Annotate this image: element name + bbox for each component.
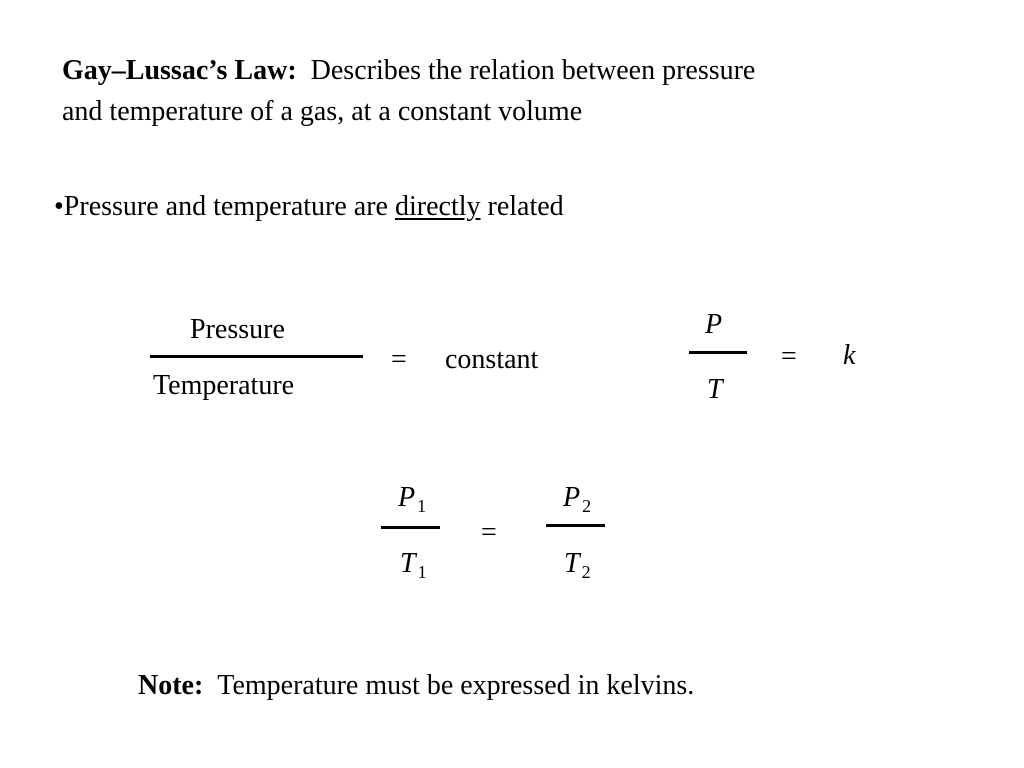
bullet-point [54,187,564,227]
definition-block [62,50,755,132]
eq2-numerator: P [705,309,723,340]
eq1-rhs: constant [445,344,539,375]
eq3-right-fraction-bar [546,524,605,527]
bullet-suffix: related [487,191,564,222]
eq3-right-numerator-symbol: P [563,482,581,513]
eq1-equals: = [391,344,407,375]
note-label: Note: [138,670,204,701]
note [138,667,694,705]
eq3-left-numerator [398,482,426,522]
eq3-left-denominator [400,548,427,588]
definition-text-1: Describes the relation between pressure [310,55,756,86]
eq1-denominator: Temperature [153,370,295,401]
eq3-right-denominator [564,548,591,588]
eq3-left-numerator-symbol: P [398,482,416,513]
eq3-right-denominator-subscript: 2 [581,562,591,582]
law-title: Gay–Lussac’s Law: [62,55,297,86]
eq3-right-numerator [563,482,591,522]
eq2-denominator: T [707,374,723,405]
eq1-numerator: Pressure [190,314,285,345]
eq3-equals: = [481,517,497,548]
eq3-right-numerator-subscript: 2 [582,496,592,516]
eq2-equals: = [781,341,797,372]
eq3-right-denominator-symbol: T [564,548,580,579]
bullet-prefix: •Pressure and temperature are [54,191,388,222]
definition-line-2: and temperature of a gas, at a constant volume [62,96,583,127]
eq2-rhs: k [843,340,856,371]
eq1-fraction-bar [150,355,363,358]
eq3-left-numerator-subscript: 1 [417,496,427,516]
eq3-left-denominator-subscript: 1 [417,562,427,582]
eq3-left-denominator-symbol: T [400,548,416,579]
eq3-left-fraction-bar [381,526,440,529]
eq2-fraction-bar [689,351,747,354]
bullet-emphasis: directly [394,191,481,222]
note-text: Temperature must be expressed in kelvins. [217,670,695,701]
definition-line-1 [62,50,755,91]
